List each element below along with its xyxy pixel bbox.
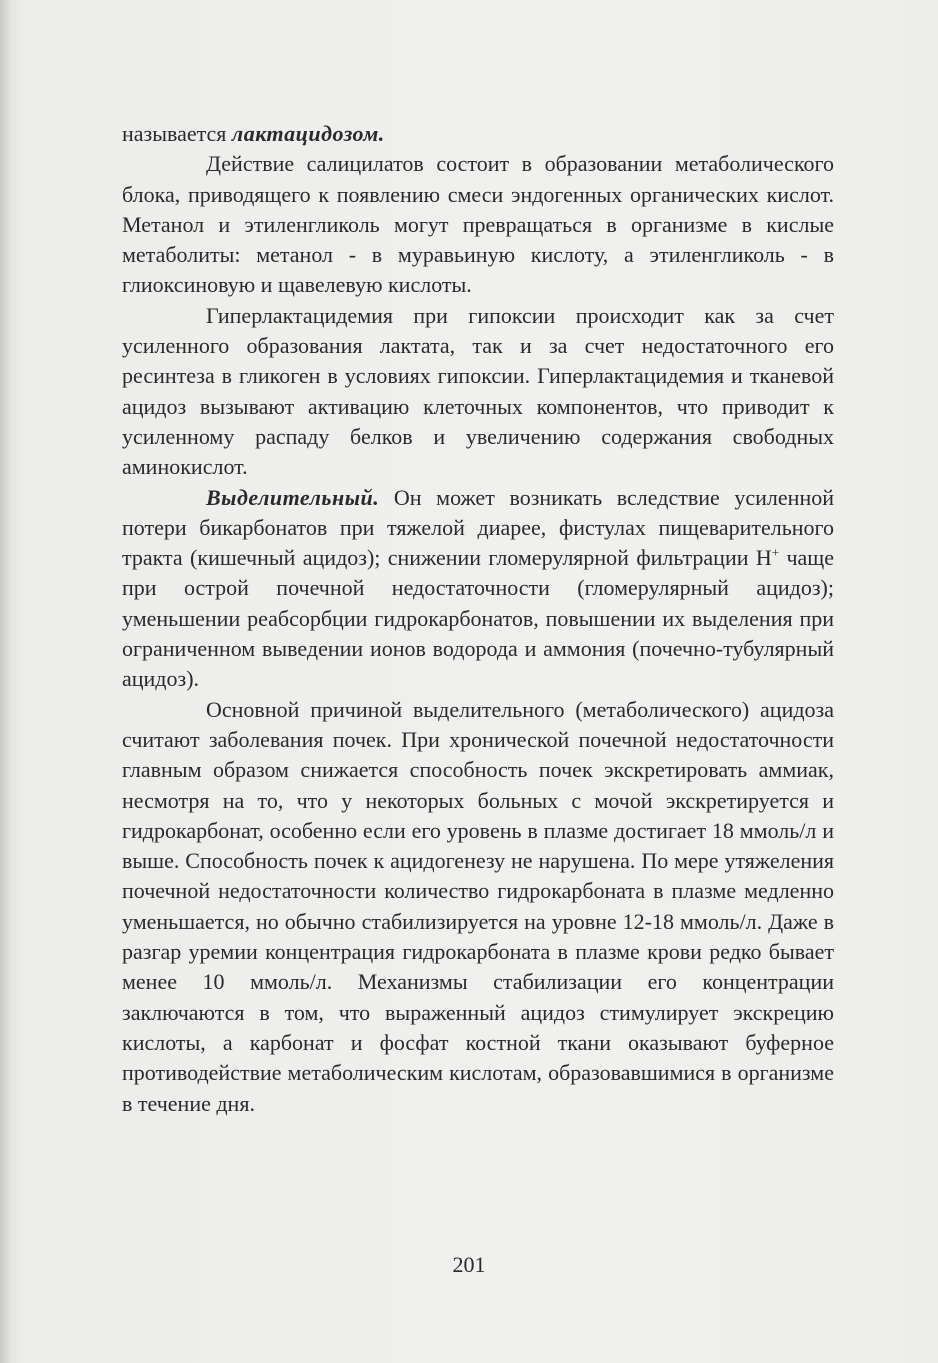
page-number: 201 [452,1252,486,1277]
term-excretory: Выделительный. [206,484,380,510]
paragraph-excretory-part1: Он может возникать вследствие усиленной потери бикарбонатов при тяжелой диарее, фистулах пищеварительного тракта (кишечный ацидоз); снижении гломерулярной фильтрации Н [122,484,834,571]
lead-line [122,119,834,149]
paragraph-excretory [122,483,834,695]
lead-plain: называется [122,121,232,146]
body-text [122,119,834,1119]
paragraph-hyperlactacidemia: Гиперлактацидемия при гипоксии происходит как за счет усиленного образования лактата, так и за счет недостаточного его ресинтеза в гликоген в условиях гипоксии. Гиперлактацидемия и тканевой ацидоз вызывают активацию клеточных компонентов, что приводит к усиленному распаду белков и увеличению содержания свободных аминокислот. [122,302,834,480]
paragraph-excretory-part2: чаще при острой почечной недостаточности (гломерулярный ацидоз); уменьшении реабсорбции гидрокарбонатов, повышении их выделения при ограниченном выведении ионов водорода и аммония (почечно-тубулярный ацидоз). [122,545,834,692]
paragraph-salicylates: Действие салицилатов состоит в образовании метаболического блока, приводящего к появлению смеси эндогенных органических кислот. Метанол и этиленгликоль могут превращаться в организме в кислые метаболиты: метанол - в муравьиную кислоту, а этиленгликоль - в глиоксиновую и щавелевую кислоты. [122,151,834,298]
term-lactacidosis: лактацидозом. [231,121,385,146]
paragraph-renal-causes: Основной причиной выделительного (метаболического) ацидоза считают заболевания почек. При хронической почечной недостаточности главным образом снижается способность почек экскретировать аммиак, несмотря на то, что у некоторых больных с мочой экскретируется и гидрокарбонат, особенно если его уровень в плазме достигает 18 ммоль/л и выше. Способность почек к ацидогенезу не нарушена. По мере утяжеления почечной недостаточности количество гидрокарбоната в плазме медленно уменьшается, но обычно стабилизируется на уровне 12-18 ммоль/л. Даже в разгар уремии концентрация гидрокарбоната в плазме крови редко бывает менее 10 ммоль/л. Механизмы стабилизации его концентрации заключаются в том, что выраженный ацидоз стимулирует экскрецию кислоты, а карбонат и фосфат костной ткани оказывают буферное противодействие метаболическим кислотам, образовавшимися в организме в течение дня. [122,696,834,1116]
superscript-plus: + [771,544,780,560]
